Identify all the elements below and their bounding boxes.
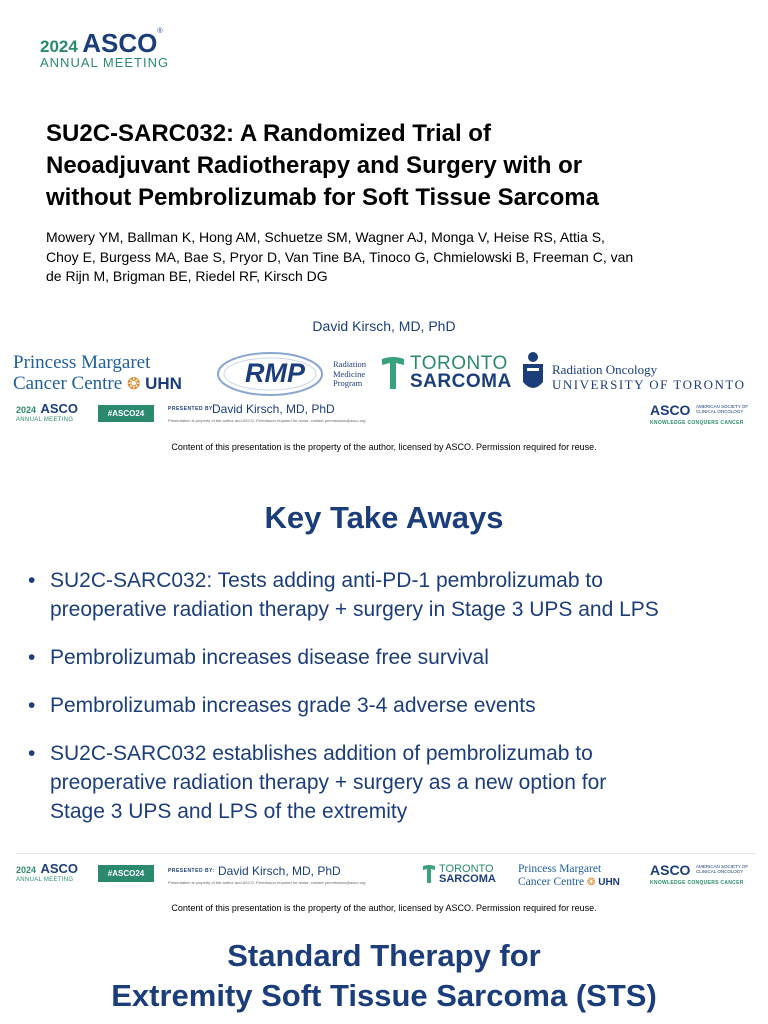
asco-org-sub [696, 404, 748, 414]
footer-logo-word: ASCO [40, 861, 79, 876]
author-line: de Rijn M, Brigman BE, Riedel RF, Kirsch DG [46, 268, 328, 284]
footer-asco-logo [16, 401, 79, 425]
bullet-icon: • [28, 646, 36, 669]
footer-asco-org-logo [650, 862, 760, 886]
uoft-line-1: Radiation Oncology [552, 362, 658, 377]
logo-word: ASCO [82, 28, 158, 58]
uoft-crest-icon [520, 350, 546, 396]
princess-margaret-logo [13, 352, 182, 395]
bullet-icon: • [28, 742, 36, 765]
slide-1-title [46, 118, 746, 214]
footer-presenter: David Kirsch, MD, PhD [218, 864, 341, 878]
footer-divider [16, 853, 756, 854]
takeaway-line: Stage 3 UPS and LPS of the extremity [50, 800, 408, 823]
author-list [46, 228, 736, 287]
asco-org-word: ASCO [650, 862, 691, 878]
footer-asco-logo [16, 861, 79, 885]
bullet-icon: • [28, 694, 36, 717]
rmp-subtitle [333, 360, 366, 389]
asco-tagline: KNOWLEDGE CONQUERS CANCER [650, 420, 744, 426]
rmp-logo [215, 350, 375, 398]
takeaway-line: SU2C-SARC032 establishes addition of pembrolizumab to [50, 742, 593, 765]
presented-by-label: PRESENTED BY: [168, 868, 215, 874]
takeaway-item [28, 691, 758, 720]
footer-presenter: David Kirsch, MD, PhD [212, 402, 335, 416]
asco-org-word: ASCO [650, 402, 691, 418]
pm-line-2 [518, 876, 620, 889]
ts-text [410, 355, 512, 391]
footer-logo-year: 2024 [16, 865, 37, 875]
ts-sarcoma: SARCOMA [410, 371, 512, 392]
author-line: Choy E, Burgess MA, Bae S, Pryor D, Van Tine BA, Tinoco G, Chmielowski B, Freeman C, van [46, 248, 634, 265]
bullet-icon: • [28, 569, 36, 592]
presented-by-label: PRESENTED BY: [168, 406, 215, 412]
takeaway-line: preoperative radiation therapy + surgery as a new option for [50, 771, 607, 794]
title-line: Extremity Soft Tissue Sarcoma (STS) [111, 978, 657, 1013]
slide-2-title: Key Take Aways [264, 500, 504, 535]
takeaway-line: preoperative radiation therapy + surgery in Stage 3 UPS and LPS [50, 598, 659, 621]
ts-mark-icon [380, 355, 406, 391]
hashtag-badge: #ASCO24 [98, 865, 154, 882]
rmp-sub-line: Program [333, 378, 363, 388]
ts-mark-icon [422, 864, 436, 884]
footer-princess-margaret-logo [518, 863, 620, 889]
footer-logo-sub: ANNUAL MEETING [16, 877, 74, 883]
ts-toronto: TORONTO [439, 863, 494, 875]
footer-logo-sub: ANNUAL MEETING [16, 417, 74, 423]
rmp-sub-line: Medicine [333, 368, 366, 379]
uoft-text [552, 362, 746, 392]
asco-org-sub-line: AMERICAN SOCIETY OF [696, 864, 749, 869]
slide-1 [0, 0, 768, 455]
footer-logo-word: ASCO [40, 401, 79, 416]
copyright-notice: Content of this presentation is the property of the author, licensed by ASCO. Permission required for reuse. [171, 903, 597, 913]
footer-asco-org-logo [650, 402, 760, 426]
takeaway-item [28, 739, 758, 826]
takeaway-line: SU2C-SARC032: Tests adding anti-PD-1 pembrolizumab to [50, 569, 603, 592]
footer-logo-year: 2024 [16, 405, 37, 415]
title-line: SU2C-SARC032: A Randomized Trial of [46, 120, 491, 147]
pm-line-1: Princess Margaret [518, 863, 602, 875]
rmp-sub-line: Radiation [333, 359, 367, 369]
title-line: without Pembrolizumab for Soft Tissue Sarcoma [46, 184, 599, 211]
ts-toronto: TORONTO [410, 353, 508, 374]
pm-cancer-centre: Cancer Centre [13, 373, 123, 394]
asco-org-sub-line: AMERICAN SOCIETY OF [696, 404, 749, 409]
asco-org-sub-line: CLINICAL ONCOLOGY [696, 409, 744, 414]
title-line: Standard Therapy for [227, 938, 541, 973]
asco-org-sub-line: CLINICAL ONCOLOGY [696, 869, 744, 874]
uhn-wordmark: UHN [145, 374, 182, 393]
registered-mark-icon: ® [157, 28, 163, 35]
hashtag-badge: #ASCO24 [98, 405, 154, 422]
author-line: Mowery YM, Ballman K, Hong AM, Schuetze SM, Wagner AJ, Monga V, Heise RS, Attia S, [46, 229, 605, 245]
pm-line-1: Princess Margaret [13, 352, 151, 373]
swirl-icon: ❂ [586, 877, 596, 888]
fine-print: Presentation is property of the author and ASCO. Permission required for reuse; contact permissions@asco.org [168, 880, 366, 885]
logo-subtitle: ANNUAL MEETING [40, 55, 170, 70]
title-line: Neoadjuvant Radiotherapy and Surgery with or [46, 152, 583, 179]
ts-sarcoma: SARCOMA [439, 873, 496, 885]
takeaway-item [28, 643, 758, 672]
takeaway-line: Pembrolizumab increases disease free survival [50, 646, 489, 669]
takeaway-list [28, 566, 758, 845]
rmp-wordmark: RMP [245, 358, 305, 388]
takeaway-line: Pembrolizumab increases grade 3-4 adverse events [50, 694, 536, 717]
ts-text [439, 864, 496, 884]
pm-cancer-centre: Cancer Centre [518, 876, 585, 888]
slide-3-title [0, 936, 768, 1016]
asco-tagline: KNOWLEDGE CONQUERS CANCER [650, 880, 744, 886]
presenter-name: David Kirsch, MD, PhD [312, 318, 456, 334]
uoft-line-2: UNIVERSITY OF TORONTO [552, 377, 746, 392]
asco-org-sub [696, 864, 748, 874]
logo-year: 2024 [40, 37, 78, 56]
uhn-wordmark: UHN [598, 877, 620, 888]
asco-annual-meeting-logo [40, 28, 169, 70]
copyright-notice: Content of this presentation is the property of the author, licensed by ASCO. Permission required for reuse. [171, 442, 597, 452]
swirl-icon: ❂ [126, 376, 141, 393]
fine-print: Presentation is property of the author and ASCO. Permission required for reuse; contact permissions@asco.org [168, 418, 366, 423]
takeaway-item [28, 566, 758, 624]
pm-line-2 [13, 373, 182, 395]
